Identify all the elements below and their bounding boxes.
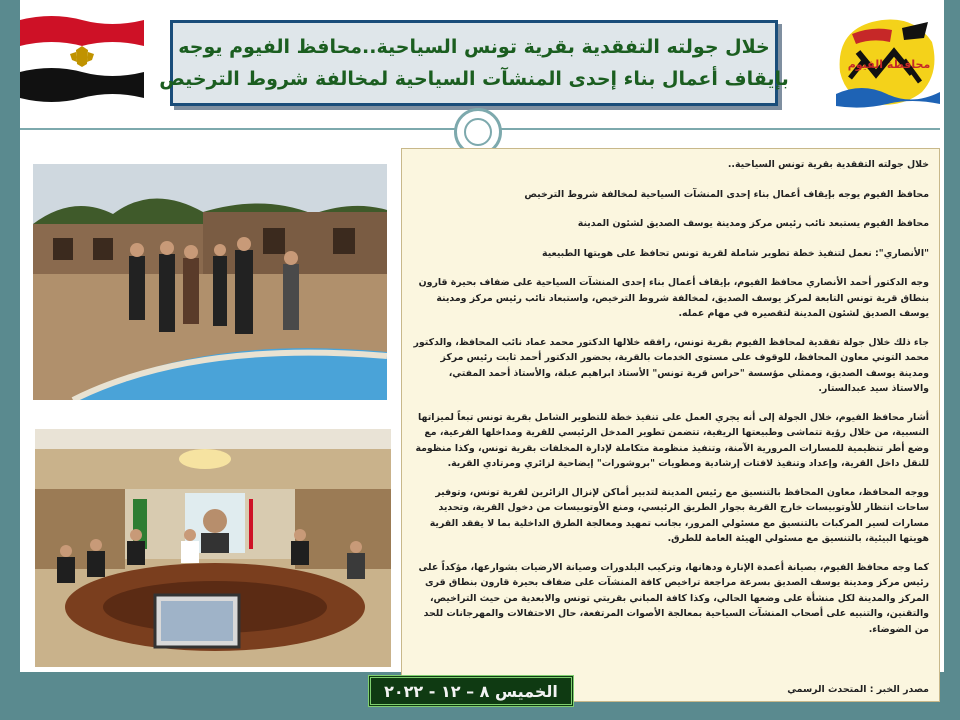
article-paragraph-6: جاء ذلك خلال جولة تفقدية لمحافظ الفيوم بقرية تونس، رافقه خلالها الدكتور محمد عماد نائب المحافظ، والدكتور محمد التوني معاون المحافظ، للوقوف على مستوى الخدمات بالقرية، بحضور الدكتور أحمد ثابت رئيس مركز ومدينة يوسف الصديق، وممثلي مؤسسة "حراس قرية تونس" الأستاذ ابراهيم عبلة، والأستاذ أحمد المفتي، والاستاذ سيد عبدالستار. <box>413 336 929 394</box>
article-paragraph-2: محافظ الفيوم يوجه بإيقاف أعمال بناء إحدى المنشآت السياحية لمخالفة شروط الترخيص <box>524 188 929 200</box>
article-paragraph-1: خلال جولته التفقدية بقرية تونس السياحية.. <box>727 159 929 170</box>
frame-right-border <box>944 0 960 720</box>
photo-village-tour <box>32 163 388 401</box>
frame-left-border <box>0 0 20 720</box>
article-paragraph-4: "الأنصاري": نعمل لتنفيذ خطة تطوير شاملة لقرية تونس تحافظ على هويتها الطبيعية <box>542 247 929 259</box>
article-paragraph-9: كما وجه محافظ الفيوم، بصيانة أعمدة الإنارة ودهانها، وتركيب البلدورات وصيانة الارضيات بشوارعها، مؤكداً على رئيس مركز ومدينة يوسف الصديق بسرعة مراجعة تراخيص كافة المنشآت على ضفاف بحيرة قارون بنطاق قرى المركز والمدينة لكل منشأة على وضعها الحالي، وكذا كافة المباني بقريتي تونس والابعدية من حيث التراخيص، والتقنين، والتنبيه على أصحاب المنشآت السياحية بمعالجة الأصوات المرتفعة، حال الاحتفالات والمهرجانات للحد من الضوضاء. <box>418 561 929 635</box>
headline-box <box>159 20 789 106</box>
logo-label: محافظة الفيوم <box>847 58 931 71</box>
photo-meeting-room <box>34 428 392 668</box>
article-paragraph-5: وجه الدكتور أحمد الأنصاري محافظ الفيوم، بإيقاف أعمال بناء إحدى المنشآت السياحية على ضفاف بحيرة قارون بنطاق قرية تونس التابعة لمركز يوسف الصديق، لمخالفة شروط الترخيص، واستبعاد نائب رئيس مركز ومدينة يوسف الصديق لشئون المدينة لتقصيره في مهام عمله. <box>418 277 929 319</box>
fayoum-governorate-logo-icon <box>832 12 942 110</box>
headline-line-2: بإيقاف أعمال بناء إحدى المنشآت السياحية لمخالفة شروط الترخيص <box>159 68 789 90</box>
egypt-flag-icon <box>18 12 146 102</box>
date-badge: الخميس ٨ – ١٢ - ٢٠٢٢ <box>368 675 574 707</box>
article-paragraph-8: ووجه المحافظ، معاون المحافظ بالتنسيق مع رئيس المدينة لتدبير أماكن لإنزال الزائرين لقرية تونس، وتوفير ساحات انتظار للأوتوبيسات خارج القرية بجوار الطريق الرئيسي، ومنع الأوتوبيسات من دخول القرية، وتحديد مسارات لسير المركبات بالتنسيق مع مسئولي المرور، بجانب تمهيد ومعالجة الطرق الداخلية بما لا يفقد القرية هويتها البيئية، بالتنسيق مع مسئولي الهيئة العامة للطرق. <box>429 486 929 544</box>
decorative-ring-inner <box>464 118 492 146</box>
headline-line-1: خلال جولته التفقدية بقرية تونس السياحية..محافظ الفيوم يوجه <box>178 36 770 58</box>
news-source: مصدر الخبر : المتحدث الرسمي <box>787 684 929 695</box>
article-paragraph-7: أشار محافظ الفيوم، خلال الجولة إلى أنه يجري العمل على تنفيذ خطة للتطوير الشامل بقرية تونس تبعاً لميزاتها النسبية، من خلال رؤية تتماشى وطبيعتها الريفية، تتضمن تطوير المدخل الرئيسي للقرية ومداخلها الفرعية، مع وضع أطر تنظيمية للمسارات المرورية الآمنة، وتنفيذ منظومة متكاملة لإدارة المخلفات بقرية تونس، وكذا منظومة للنقل داخل القرية، وإعداد وتنفيذ لافتات إرشادية ومطويات "بروشورات" إيضاحية لزائري ومرتادي القرية. <box>415 411 929 469</box>
article-panel <box>401 148 940 702</box>
article-paragraph-3: محافظ الفيوم يستبعد نائب رئيس مركز ومدينة يوسف الصديق لشئون المدينة <box>577 218 929 229</box>
